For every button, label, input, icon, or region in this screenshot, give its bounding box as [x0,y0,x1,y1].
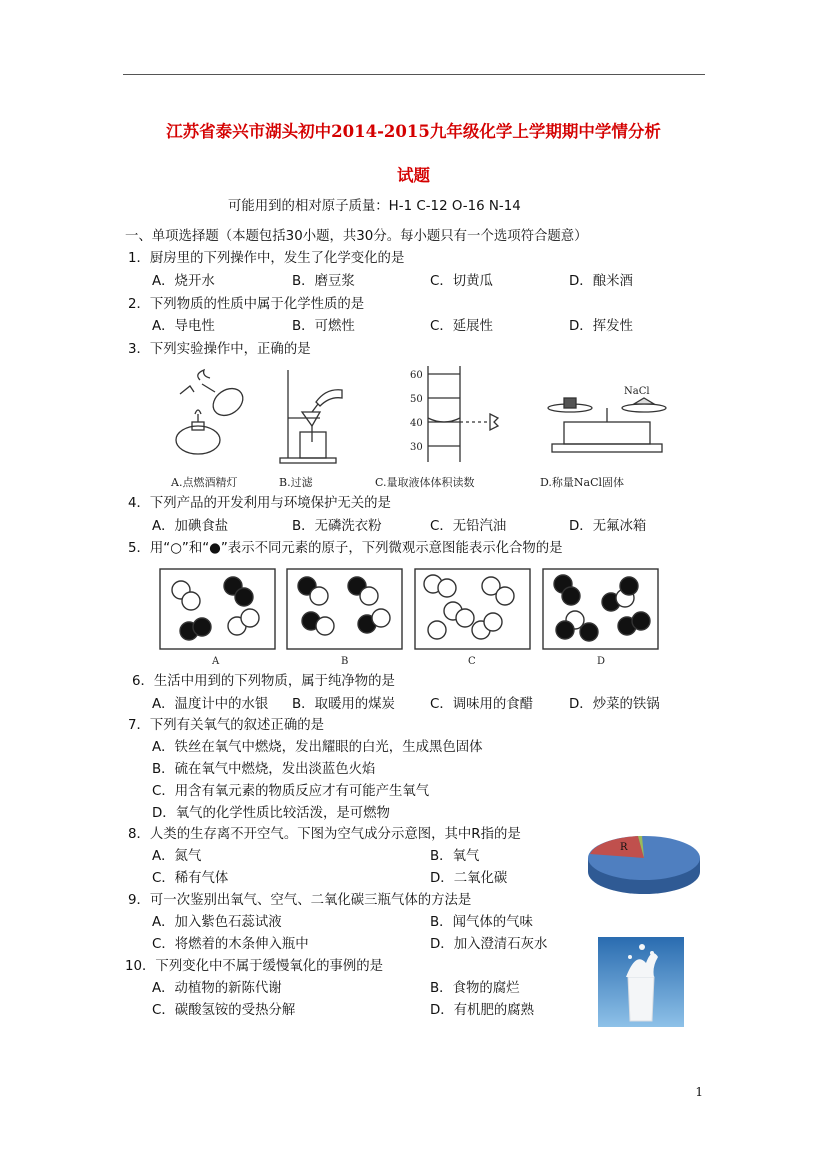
q5-particle-diagrams [155,566,665,670]
q7-option-c: C．用含有氧元素的物质反应才有可能产生氧气 [152,784,430,799]
q7-option-a: A．铁丝在氧气中燃烧，发出耀眼的白光，生成黑色固体 [152,740,483,755]
q2-option-a: A．导电性 [152,319,215,334]
q4-stem: 4．下列产品的开发利用与环境保护无关的是 [128,496,391,511]
q5-label-a: A [212,656,220,667]
balance-icon [548,398,666,452]
filtration-icon [280,370,342,463]
q6-option-b: B．取暖用的煤炭 [292,697,395,712]
q9-option-b: B．闻气体的气味 [430,915,533,930]
page-number: 1 [695,1085,703,1099]
q8-option-a: A．氮气 [152,849,202,864]
pie-r-label: R [620,842,628,853]
q1-option-c: C．切黄瓜 [430,274,493,289]
milk-glass-photo [598,937,684,1027]
scale-40: 40 [410,418,423,429]
q7-option-d: D．氧气的化学性质比较活泼，是可燃物 [152,806,390,821]
scale-30: 30 [410,442,423,453]
page-title-cont: 试题 [397,166,430,185]
q3-caption-d: D.称量NaCl固体 [540,476,625,489]
q8-stem: 8．人类的生存离不开空气。下图为空气成分示意图，其中R指的是 [128,827,521,842]
q8-option-c: C．稀有气体 [152,871,229,886]
q1-option-d: D．酿米酒 [569,274,633,289]
q10-stem: 10．下列变化中不属于缓慢氧化的事例的是 [125,959,384,974]
scale-50: 50 [410,394,423,405]
section-heading: 一、单项选择题（本题包括30小题，共30分。每小题只有一个选项符合题意） [125,229,588,244]
q7-stem: 7．下列有关氧气的叙述正确的是 [128,718,324,733]
q8-option-d: D．二氧化碳 [430,871,508,886]
q3-caption-a: A.点燃酒精灯 [171,476,238,489]
q1-option-a: A．烧开水 [152,274,215,289]
q4-option-b: B．无磷洗衣粉 [292,519,382,534]
q10-option-c: C．碳酸氢铵的受热分解 [152,1003,296,1018]
q2-option-c: C．延展性 [430,319,493,334]
q4-option-a: A．加碘食盐 [152,519,229,534]
scale-60: 60 [410,370,423,381]
q9-stem: 9．可一次鉴别出氧气、空气、二氧化碳三瓶气体的方法是 [128,893,472,908]
q1-stem: 1．厨房里的下列操作中，发生了化学变化的是 [128,251,405,266]
q6-option-d: D．炒菜的铁锅 [569,697,660,712]
graduated-cylinder-icon [428,366,498,462]
q9-option-c: C．将燃着的木条伸入瓶中 [152,937,309,952]
q5-label-c: C [468,656,476,667]
q3-caption-b: B.过滤 [279,476,313,489]
header-rule [123,74,705,75]
q6-option-a: A．温度计中的水银 [152,697,269,712]
q3-lab-figure [160,362,672,470]
q3-stem: 3．下列实验操作中，正确的是 [128,342,311,357]
q6-stem: 6．生活中用到的下列物质，属于纯净物的是 [132,674,395,689]
q2-option-d: D．挥发性 [569,319,633,334]
q7-option-b: B．硫在氧气中燃烧，发出淡蓝色火焰 [152,762,376,777]
page-title: 江苏省泰兴市湖头初中2014-2015九年级化学上学期期中学情分析 [166,122,661,141]
q10-option-a: A．动植物的新陈代谢 [152,981,282,996]
q1-option-b: B．磨豆浆 [292,274,355,289]
nacl-label: NaCl [624,386,650,397]
q5-label-d: D [597,656,606,667]
q4-option-d: D．无氟冰箱 [569,519,647,534]
q2-option-b: B．可燃性 [292,319,355,334]
q9-option-d: D．加入澄清石灰水 [430,937,548,952]
q3-caption-c: C.量取液体体积读数 [375,476,475,489]
q2-stem: 2．下列物质的性质中属于化学性质的是 [128,297,365,312]
q5-label-b: B [341,656,349,667]
q8-air-pie-chart [586,830,702,900]
q8-option-b: B．氧气 [430,849,480,864]
q4-option-c: C．无铅汽油 [430,519,507,534]
alcohol-lamp-icon [176,370,248,454]
q10-option-b: B．食物的腐烂 [430,981,520,996]
q9-option-a: A．加入紫色石蕊试液 [152,915,282,930]
atomic-masses: 可能用到的相对原子质量：H-1 C-12 O-16 N-14 [228,199,521,214]
q10-option-d: D．有机肥的腐熟 [430,1003,535,1018]
q5-stem: 5．用“○”和“●”表示不同元素的原子，下列微观示意图能表示化合物的是 [128,541,563,556]
q6-option-c: C．调味用的食醋 [430,697,534,712]
